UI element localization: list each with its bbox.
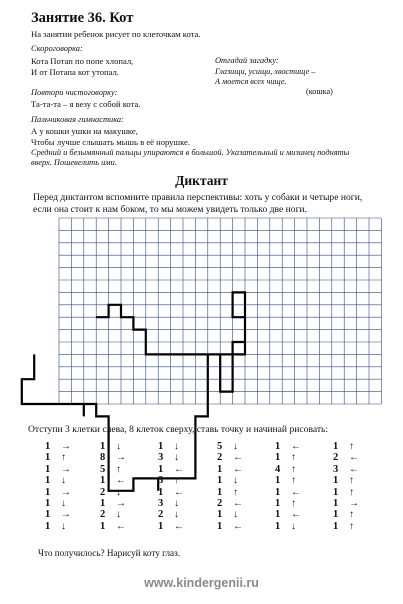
finger-gym-note-1: Средний и безымянный пальцы упираются в большой. Указательный и мизинец подняты [31,148,350,157]
step-count: 1 [45,463,51,475]
direction-arrow-icon: ↑ [291,475,296,487]
direction-arrow-icon: → [61,486,71,498]
riddle-line-2: А моется всех чище. [215,77,287,86]
direction-arrow-icon: ← [174,486,184,498]
step-count: 3 [333,463,339,475]
step-count: 1 [217,520,223,532]
direction-arrow-icon: ↓ [174,498,179,509]
dictation-step [158,452,198,463]
dictation-table [45,441,375,533]
step-count: 1 [275,486,281,498]
step-count: 2 [100,486,106,498]
dictation-step [45,475,85,486]
step-count: 1 [275,520,281,532]
lesson-title: Занятие 36. Кот [31,10,134,26]
step-count: 1 [45,498,51,509]
step-count: 1 [333,441,339,452]
step-count: 1 [217,475,223,487]
closing-question: Что получилось? Нарисуй коту глаз. [38,548,181,558]
direction-arrow-icon: → [349,498,359,509]
dictation-step [217,475,257,486]
finger-gym-note-2: вверх. Пошевелить ими. [31,158,117,167]
dictation-step [100,464,140,475]
direction-arrow-icon: ← [291,441,301,452]
step-count: 1 [100,475,106,487]
finger-gym-line-2: Чтобы лучше слышать мышь в её норушке. [31,137,191,147]
direction-arrow-icon: ← [291,486,301,498]
direction-arrow-icon: ↓ [233,441,238,452]
step-count: 2 [158,509,164,521]
step-count: 1 [275,475,281,487]
direction-arrow-icon: ↓ [291,520,296,532]
direction-arrow-icon: ↓ [174,452,179,464]
direction-arrow-icon: ← [233,498,243,509]
step-count: 1 [100,441,106,452]
direction-arrow-icon: ↑ [349,520,354,532]
direction-arrow-icon: ↓ [174,441,179,452]
lesson-subtitle: На занятии ребенок рисует по клеточкам кота. [31,29,201,39]
direction-arrow-icon: ↓ [61,520,66,532]
step-count: 1 [333,486,339,498]
dictation-step [100,487,140,498]
direction-arrow-icon: ← [116,475,126,487]
direction-arrow-icon: ↓ [174,509,179,521]
direction-arrow-icon: ↑ [61,452,66,464]
dictation-step [158,509,198,520]
dictation-step [100,475,140,486]
dictation-step [275,487,315,498]
direction-arrow-icon: ↓ [61,498,66,509]
dictation-step [275,521,315,532]
direction-arrow-icon: ↓ [116,486,121,498]
direction-arrow-icon: ← [116,520,126,532]
direction-arrow-icon: ↑ [291,452,296,464]
dictation-step [217,498,257,509]
dictation-instruction: Отступи 3 клетки слева, 8 клеток сверху, ставь точку и начинай рисовать: [28,424,329,435]
step-count: 1 [333,498,339,509]
dictation-step [275,509,315,520]
step-count: 1 [45,452,51,464]
step-count: 5 [217,441,223,452]
direction-arrow-icon: ↓ [233,509,238,521]
step-count: 1 [45,486,51,498]
dictation-step [45,487,85,498]
dictation-step [333,498,373,509]
direction-arrow-icon: ↑ [349,486,354,498]
direction-arrow-icon: ↑ [349,509,354,521]
dictation-step [275,452,315,463]
dictation-step [333,452,373,463]
dictation-step [158,475,198,486]
dictation-step [217,452,257,463]
dictation-step [333,487,373,498]
direction-arrow-icon: ← [349,463,359,475]
step-count: 1 [217,463,223,475]
dictation-step [100,521,140,532]
dictation-step [333,509,373,520]
dictation-step [217,441,257,452]
direction-arrow-icon: ↓ [116,509,121,521]
direction-arrow-icon: ← [174,463,184,475]
dictation-step [217,464,257,475]
direction-arrow-icon: ← [233,452,243,464]
step-count: 8 [100,452,106,464]
step-count: 1 [158,463,164,475]
direction-arrow-icon: ↓ [61,475,66,487]
direction-arrow-icon: → [61,509,71,521]
dictation-step [158,441,198,452]
dictation-step [275,498,315,509]
step-count: 1 [45,441,51,452]
dictation-step [45,441,85,452]
website-footer: www.kindergenii.ru [144,576,259,590]
step-count: 1 [217,486,223,498]
step-count: 5 [100,463,106,475]
direction-arrow-icon: ↑ [349,441,354,452]
step-count: 1 [100,498,106,509]
direction-arrow-icon: ← [291,509,301,521]
step-count: 2 [217,498,223,509]
direction-arrow-icon: → [61,441,71,452]
tongue-twister-line-1: Кота Потап по попе хлопал, [31,56,134,66]
step-count: 4 [275,463,281,475]
dictation-step [158,464,198,475]
dictation-step [333,521,373,532]
dictation-step [275,475,315,486]
tongue-twister-label: Скороговорка: [31,44,83,53]
direction-arrow-icon: ↑ [233,486,238,498]
dictation-step [217,509,257,520]
step-count: 3 [158,475,164,487]
finger-gym-label: Пальчиковая гимнастика: [31,115,124,124]
dictation-step [45,509,85,520]
finger-gym-line-1: А у кошки ушки на макушке, [31,126,138,136]
step-count: 1 [275,441,281,452]
step-count: 2 [217,452,223,464]
dictation-step [100,498,140,509]
direction-arrow-icon: ← [233,463,243,475]
dictation-step [217,487,257,498]
dictation-step [45,521,85,532]
direction-arrow-icon: ↓ [116,441,121,452]
direction-arrow-icon: ↑ [349,475,354,487]
dictation-step [45,498,85,509]
pure-speech-label: Повтори чистоговорку: [31,88,118,97]
dictation-step [217,521,257,532]
riddle-line-1: Глазищи, усищи, хвостище – [215,67,316,76]
step-count: 1 [100,520,106,532]
dictation-step [333,475,373,486]
direction-arrow-icon: ↑ [291,498,296,509]
dictation-step [275,464,315,475]
step-count: 1 [45,509,51,521]
step-count: 1 [217,509,223,521]
dictation-heading: Диктант [175,173,228,188]
direction-arrow-icon: ↓ [233,475,238,487]
dictation-step [333,464,373,475]
direction-arrow-icon: → [116,452,126,464]
step-count: 1 [333,509,339,521]
step-count: 3 [158,452,164,464]
step-count: 1 [45,475,51,487]
step-count: 2 [333,452,339,464]
step-count: 2 [100,509,106,521]
dictation-step [100,452,140,463]
direction-arrow-icon: ← [233,520,243,532]
step-count: 1 [333,520,339,532]
dictation-step [45,464,85,475]
dictation-step [100,441,140,452]
direction-arrow-icon: ← [349,452,359,464]
tongue-twister-line-2: И от Потапа кот утопал. [31,67,119,77]
step-count: 3 [158,498,164,509]
riddle-answer: (кошка) [306,87,333,96]
dictation-step [158,487,198,498]
dictation-step [158,498,198,509]
step-count: 1 [275,452,281,464]
step-count: 1 [45,520,51,532]
dictation-step [275,441,315,452]
step-count: 1 [333,475,339,487]
step-count: 1 [158,441,164,452]
direction-arrow-icon: ↑ [174,475,179,487]
direction-arrow-icon: → [61,463,71,475]
dictation-step [158,521,198,532]
pure-speech-line: Та-та-та – я везу с собой кота. [31,99,141,109]
direction-arrow-icon: ↑ [291,463,296,475]
step-count: 1 [275,498,281,509]
direction-arrow-icon: ↑ [116,463,121,475]
direction-arrow-icon: → [116,498,126,509]
step-count: 1 [275,509,281,521]
dictation-step [333,441,373,452]
step-count: 1 [158,486,164,498]
riddle-label: Отгадай загадку: [215,56,279,65]
dictation-step [45,452,85,463]
dictation-step [100,509,140,520]
direction-arrow-icon: ← [174,520,184,532]
step-count: 1 [158,520,164,532]
dictation-intro: Перед диктантом вспомните правила перспективы: хоть у собаки и четыре ноги, если она стоит к нам боком, то мы можем увидеть только две ноги. [33,192,363,215]
